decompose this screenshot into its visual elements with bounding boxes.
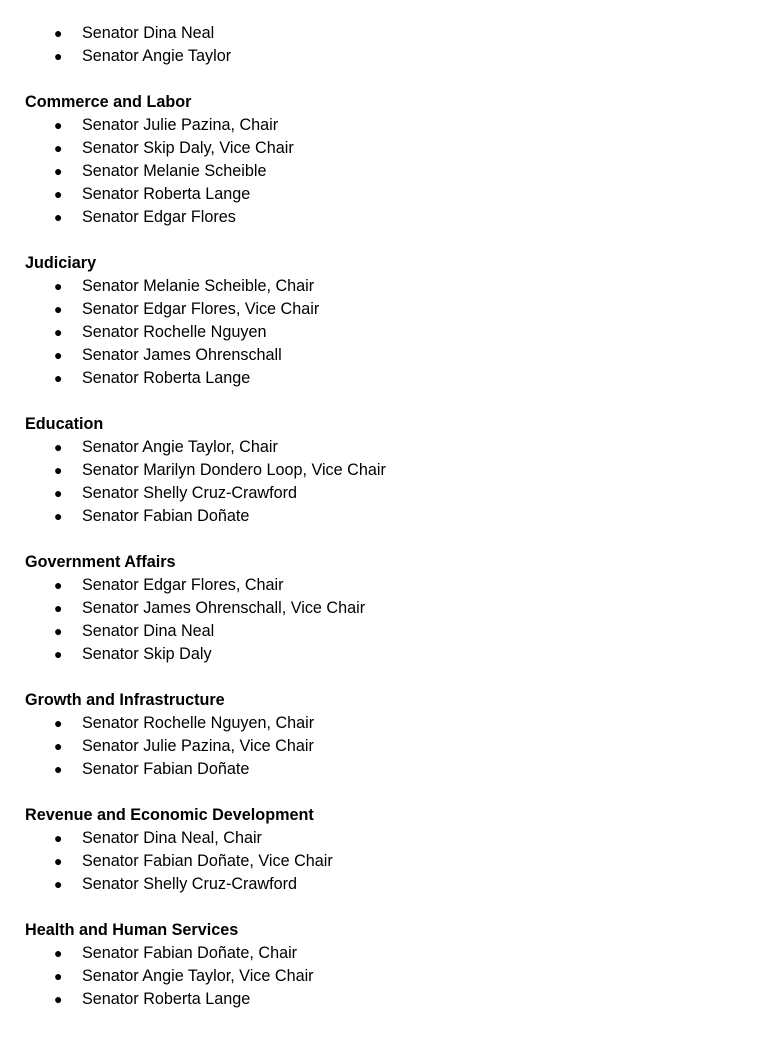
member-item [25, 275, 766, 298]
member-item [25, 436, 766, 459]
member-item [25, 620, 766, 643]
member-name: Senator Fabian Doñate, Chair [82, 944, 298, 962]
member-name: Senator Edgar Flores [82, 208, 236, 226]
member-item [25, 965, 766, 988]
member-name: Senator Dina Neal, Chair [82, 829, 262, 847]
member-item [25, 137, 766, 160]
bullet-icon: ● [54, 186, 63, 202]
member-item [25, 183, 766, 206]
member-name: Senator Roberta Lange [82, 990, 251, 1008]
member-name: Senator Dina Neal [82, 24, 215, 42]
bullet-icon: ● [54, 462, 63, 478]
member-item [25, 321, 766, 344]
committee-heading: Judiciary [25, 254, 97, 272]
member-item [25, 206, 766, 229]
bullet-icon: ● [54, 623, 63, 639]
committee-section-judiciary [25, 252, 766, 390]
member-name: Senator Fabian Doñate [82, 507, 250, 525]
member-item [25, 850, 766, 873]
bullet-icon: ● [54, 830, 63, 846]
committee-heading: Growth and Infrastructure [25, 691, 225, 709]
bullet-icon: ● [54, 347, 63, 363]
member-name: Senator Julie Pazina, Vice Chair [82, 737, 314, 755]
member-list [25, 114, 766, 229]
bullet-icon: ● [54, 738, 63, 754]
member-name: Senator Angie Taylor, Vice Chair [82, 967, 314, 985]
bullet-icon: ● [54, 209, 63, 225]
member-item [25, 298, 766, 321]
committee-section-health-and-human-services [25, 919, 766, 1011]
bullet-icon: ● [54, 761, 63, 777]
committee-section-continued [25, 22, 766, 68]
bullet-icon: ● [54, 968, 63, 984]
member-list [25, 22, 766, 68]
member-list [25, 827, 766, 896]
member-item [25, 114, 766, 137]
bullet-icon: ● [54, 370, 63, 386]
bullet-icon: ● [54, 715, 63, 731]
bullet-icon: ● [54, 163, 63, 179]
member-item [25, 942, 766, 965]
member-name: Senator Shelly Cruz-Crawford [82, 484, 298, 502]
committee-section-revenue-and-economic-development [25, 804, 766, 896]
member-list [25, 275, 766, 390]
bullet-icon: ● [54, 945, 63, 961]
member-item [25, 505, 766, 528]
committee-heading: Government Affairs [25, 553, 176, 571]
member-name: Senator Dina Neal [82, 622, 215, 640]
bullet-icon: ● [54, 508, 63, 524]
member-item [25, 160, 766, 183]
member-item [25, 344, 766, 367]
member-name: Senator Edgar Flores, Chair [82, 576, 284, 594]
member-item [25, 22, 766, 45]
member-item [25, 827, 766, 850]
bullet-icon: ● [54, 853, 63, 869]
committee-heading: Revenue and Economic Development [25, 806, 314, 824]
bullet-icon: ● [54, 485, 63, 501]
member-name: Senator Rochelle Nguyen, Chair [82, 714, 315, 732]
member-item [25, 643, 766, 666]
member-list [25, 942, 766, 1011]
committee-section-growth-and-infrastructure [25, 689, 766, 781]
member-name: Senator Roberta Lange [82, 185, 251, 203]
bullet-icon: ● [54, 577, 63, 593]
member-item [25, 45, 766, 68]
member-list [25, 712, 766, 781]
member-item [25, 367, 766, 390]
member-name: Senator Skip Daly, Vice Chair [82, 139, 294, 157]
member-name: Senator Roberta Lange [82, 369, 251, 387]
bullet-icon: ● [54, 439, 63, 455]
bullet-icon: ● [54, 301, 63, 317]
member-name: Senator Fabian Doñate, Vice Chair [82, 852, 333, 870]
member-name: Senator Fabian Doñate [82, 760, 250, 778]
bullet-icon: ● [54, 646, 63, 662]
member-item [25, 735, 766, 758]
member-list [25, 436, 766, 528]
bullet-icon: ● [54, 117, 63, 133]
member-item [25, 758, 766, 781]
member-name: Senator Edgar Flores, Vice Chair [82, 300, 320, 318]
member-item [25, 873, 766, 896]
bullet-icon: ● [54, 324, 63, 340]
member-name: Senator Skip Daly [82, 645, 212, 663]
member-item [25, 712, 766, 735]
committee-heading: Commerce and Labor [25, 93, 192, 111]
member-item [25, 482, 766, 505]
member-name: Senator James Ohrenschall [82, 346, 282, 364]
bullet-icon: ● [54, 278, 63, 294]
committee-section-education [25, 413, 766, 528]
member-item [25, 459, 766, 482]
bullet-icon: ● [54, 140, 63, 156]
bullet-icon: ● [54, 991, 63, 1007]
bullet-icon: ● [54, 25, 63, 41]
committee-section-commerce-and-labor [25, 91, 766, 229]
committee-section-government-affairs [25, 551, 766, 666]
member-item [25, 574, 766, 597]
member-name: Senator Julie Pazina, Chair [82, 116, 279, 134]
bullet-icon: ● [54, 48, 63, 64]
member-name: Senator Marilyn Dondero Loop, Vice Chair [82, 461, 386, 479]
member-name: Senator Angie Taylor [82, 47, 232, 65]
member-name: Senator Angie Taylor, Chair [82, 438, 278, 456]
member-item [25, 597, 766, 620]
member-item [25, 988, 766, 1011]
member-list [25, 574, 766, 666]
member-name: Senator Shelly Cruz-Crawford [82, 875, 298, 893]
member-name: Senator James Ohrenschall, Vice Chair [82, 599, 366, 617]
member-name: Senator Melanie Scheible, Chair [82, 277, 315, 295]
member-name: Senator Rochelle Nguyen [82, 323, 267, 341]
committee-heading: Health and Human Services [25, 921, 239, 939]
bullet-icon: ● [54, 600, 63, 616]
committee-heading: Education [25, 415, 104, 433]
member-name: Senator Melanie Scheible [82, 162, 267, 180]
bullet-icon: ● [54, 876, 63, 892]
